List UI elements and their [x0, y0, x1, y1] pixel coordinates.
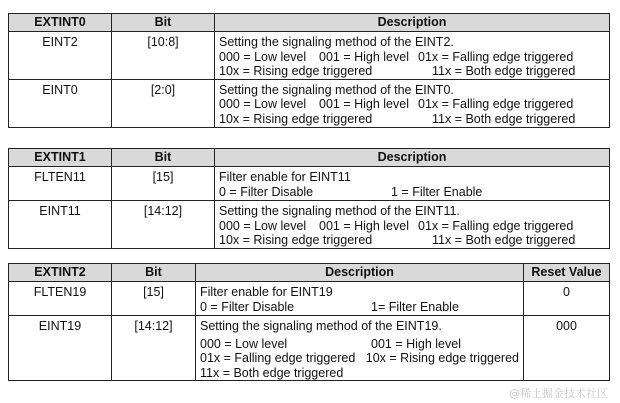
- option-both-edge: 11x = Both edge triggered: [432, 233, 576, 247]
- option-falling-edge: 01x = Falling edge triggered: [200, 351, 356, 365]
- description-cell: [215, 32, 610, 80]
- description-text: Filter enable for EINT11: [219, 170, 351, 184]
- table-header-row: [9, 14, 610, 32]
- reset-value: 000: [556, 319, 577, 333]
- bit-range-cell: [112, 201, 215, 249]
- header-register: EXTINT1: [9, 149, 112, 167]
- header-description: Description: [196, 264, 524, 282]
- header-bit: Bit: [112, 264, 196, 282]
- reset-value-cell: [524, 316, 610, 381]
- option-filter-enable: 1 = Filter Enable: [391, 184, 483, 199]
- table-row: [9, 282, 610, 316]
- bit-range: [15]: [143, 285, 164, 299]
- header-bit: Bit: [112, 149, 215, 167]
- field-name: FLTEN11: [34, 170, 86, 184]
- table-row: [9, 201, 610, 249]
- header-bit: Bit: [112, 14, 215, 32]
- header-reset-value: Reset Value: [524, 264, 610, 282]
- option-both-edge: 11x = Both edge triggered: [200, 365, 344, 380]
- table-header-row: [9, 149, 610, 167]
- description-text: Setting the signaling method of the EINT19.: [200, 319, 442, 333]
- option-low-level: 000 = Low level: [219, 218, 307, 233]
- reset-value: 0: [563, 285, 570, 299]
- table-row: [9, 316, 610, 381]
- table-row: [9, 79, 610, 127]
- description-text: Setting the signaling method of the EINT0.: [219, 82, 454, 97]
- option-low-level: 000 = Low level: [219, 49, 307, 64]
- bit-range-cell: [112, 282, 196, 316]
- field-name: EINT2: [42, 35, 78, 49]
- option-falling-edge: 01x = Falling edge triggered: [418, 218, 574, 233]
- option-both-edge: 11x = Both edge triggered: [432, 64, 576, 78]
- field-name-cell: [9, 167, 112, 201]
- description-text: Filter enable for EINT19: [200, 285, 333, 299]
- bit-range: [10:8]: [147, 35, 179, 49]
- option-rising-edge: 10x = Rising edge triggered: [219, 64, 373, 78]
- description-cell: [215, 167, 610, 201]
- field-name-cell: [9, 79, 112, 127]
- bit-range-cell: [112, 316, 196, 381]
- watermark-text: @稀土掘金技术社区: [509, 387, 608, 400]
- option-rising-edge: 10x = Rising edge triggered: [219, 233, 373, 247]
- field-name-cell: [9, 201, 112, 249]
- description-cell: [215, 201, 610, 249]
- extint1-register-table: [8, 148, 610, 249]
- option-high-level: 001 = High level: [319, 97, 409, 111]
- option-falling-edge: 01x = Falling edge triggered: [418, 49, 574, 64]
- field-name-cell: [9, 282, 112, 316]
- table-row: [9, 32, 610, 80]
- option-falling-edge: 01x = Falling edge triggered: [418, 97, 574, 111]
- bit-range: [14:12]: [134, 319, 173, 333]
- field-name: EINT0: [42, 82, 78, 97]
- option-low-level: 000 = Low level: [200, 336, 288, 351]
- option-low-level: 000 = Low level: [219, 97, 307, 111]
- description-text: Setting the signaling method of the EINT11.: [219, 204, 460, 218]
- option-both-edge: 11x = Both edge triggered: [432, 111, 576, 126]
- header-register: EXTINT2: [9, 264, 112, 282]
- bit-range-cell: [112, 167, 215, 201]
- field-name-cell: [9, 316, 112, 381]
- extint2-register-table: [8, 263, 610, 381]
- description-cell: [215, 79, 610, 127]
- option-high-level: 001 = High level: [319, 49, 409, 64]
- option-filter-enable: 1= Filter Enable: [371, 299, 459, 314]
- description-cell: [196, 282, 524, 316]
- bit-range: [2:0]: [150, 82, 176, 97]
- bit-range: [14:12]: [143, 204, 183, 218]
- field-name: EINT19: [38, 319, 82, 333]
- header-description: Description: [215, 14, 610, 32]
- option-rising-edge: 10x = Rising edge triggered: [219, 111, 373, 126]
- field-name-cell: [9, 32, 112, 80]
- field-name: EINT11: [39, 204, 81, 218]
- bit-range-cell: [112, 79, 215, 127]
- table-header-row: [9, 264, 610, 282]
- option-high-level: 001 = High level: [319, 218, 409, 233]
- header-description: Description: [215, 149, 610, 167]
- option-rising-edge: 10x = Rising edge triggered: [365, 351, 519, 365]
- field-name: FLTEN19: [33, 285, 87, 299]
- option-high-level: 001 = High level: [371, 336, 461, 351]
- description-text: Setting the signaling method of the EINT2.: [219, 35, 454, 49]
- option-filter-disable: 0 = Filter Disable: [219, 184, 314, 199]
- header-register: EXTINT0: [9, 14, 112, 32]
- bit-range: [15]: [152, 170, 174, 184]
- description-cell: [196, 316, 524, 381]
- bit-range-cell: [112, 32, 215, 80]
- extint0-register-table: [8, 13, 610, 128]
- table-row: [9, 167, 610, 201]
- option-filter-disable: 0 = Filter Disable: [200, 299, 295, 314]
- reset-value-cell: [524, 282, 610, 316]
